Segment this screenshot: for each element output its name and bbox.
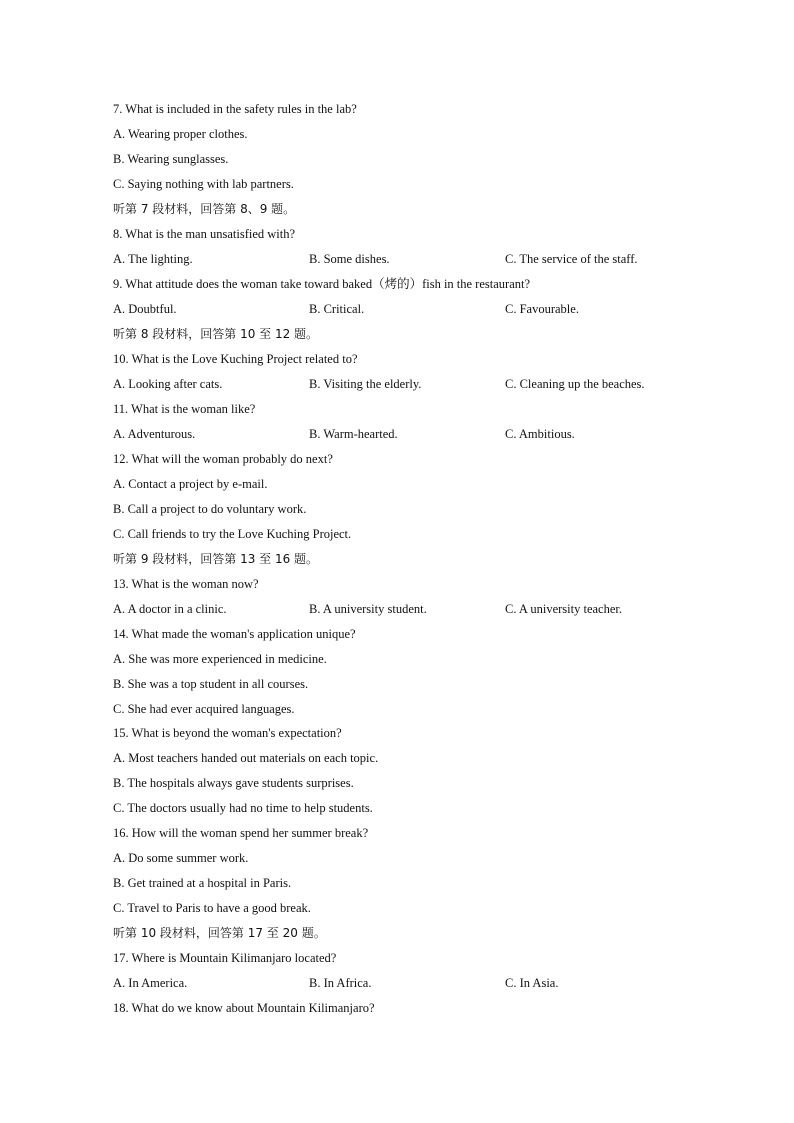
question-11-option-a: A. Adventurous. <box>113 427 196 441</box>
question-15-option-a: A. Most teachers handed out materials on each topic. <box>113 751 379 765</box>
question-8: 8. What is the man unsatisfied with? <box>113 227 296 241</box>
question-9-option-a: A. Doubtful. <box>113 302 177 316</box>
section-8-instruction: 听第 8 段材料，回答第 10 至 12 题。 <box>113 327 319 341</box>
question-11: 11. What is the woman like? <box>113 402 256 416</box>
question-13-option-a: A. A doctor in a clinic. <box>113 602 227 616</box>
question-15-option-c: C. The doctors usually had no time to help students. <box>113 801 373 815</box>
section-10-instruction: 听第 10 段材料，回答第 17 至 20 题。 <box>113 926 326 940</box>
question-11-option-c: C. Ambitious. <box>505 427 575 441</box>
question-14-option-b: B. She was a top student in all courses. <box>113 677 309 691</box>
question-7: 7. What is included in the safety rules in the lab? <box>113 102 357 116</box>
question-17-option-b: B. In Africa. <box>309 976 372 990</box>
question-10-option-c: C. Cleaning up the beaches. <box>505 377 645 391</box>
question-16-option-b: B. Get trained at a hospital in Paris. <box>113 876 292 890</box>
section-9-instruction: 听第 9 段材料，回答第 13 至 16 题。 <box>113 552 319 566</box>
question-17-option-c: C. In Asia. <box>505 976 559 990</box>
question-7-option-b: B. Wearing sunglasses. <box>113 152 229 166</box>
question-8-option-c: C. The service of the staff. <box>505 252 638 266</box>
question-16-option-c: C. Travel to Paris to have a good break. <box>113 901 311 915</box>
question-12-option-b: B. Call a project to do voluntary work. <box>113 502 307 516</box>
question-10: 10. What is the Love Kuching Project related to? <box>113 352 358 366</box>
question-17-option-a: A. In America. <box>113 976 188 990</box>
question-16-option-a: A. Do some summer work. <box>113 851 249 865</box>
question-11-option-b: B. Warm-hearted. <box>309 427 398 441</box>
question-10-option-a: A. Looking after cats. <box>113 377 223 391</box>
question-9-option-b: B. Critical. <box>309 302 365 316</box>
question-16: 16. How will the woman spend her summer break? <box>113 826 369 840</box>
question-14: 14. What made the woman's application unique? <box>113 627 356 641</box>
section-7-instruction: 听第 7 段材料，回答第 8、9 题。 <box>113 202 296 216</box>
question-8-option-a: A. The lighting. <box>113 252 193 266</box>
question-13: 13. What is the woman now? <box>113 577 259 591</box>
question-7-option-c: C. Saying nothing with lab partners. <box>113 177 294 191</box>
question-8-option-b: B. Some dishes. <box>309 252 390 266</box>
question-7-option-a: A. Wearing proper clothes. <box>113 127 248 141</box>
question-15: 15. What is beyond the woman's expectation? <box>113 726 342 740</box>
question-17: 17. Where is Mountain Kilimanjaro located? <box>113 951 337 965</box>
question-13-option-b: B. A university student. <box>309 602 427 616</box>
question-12-option-a: A. Contact a project by e-mail. <box>113 477 268 491</box>
question-13-option-c: C. A university teacher. <box>505 602 622 616</box>
question-12: 12. What will the woman probably do next? <box>113 452 333 466</box>
question-9: 9. What attitude does the woman take toward baked（烤的）fish in the restaurant? <box>113 277 531 291</box>
question-10-option-b: B. Visiting the elderly. <box>309 377 422 391</box>
question-12-option-c: C. Call friends to try the Love Kuching Project. <box>113 527 352 541</box>
question-15-option-b: B. The hospitals always gave students surprises. <box>113 776 354 790</box>
question-14-option-a: A. She was more experienced in medicine. <box>113 652 327 666</box>
question-9-option-c: C. Favourable. <box>505 302 579 316</box>
question-18: 18. What do we know about Mountain Kilimanjaro? <box>113 1001 375 1015</box>
question-14-option-c: C. She had ever acquired languages. <box>113 702 295 716</box>
